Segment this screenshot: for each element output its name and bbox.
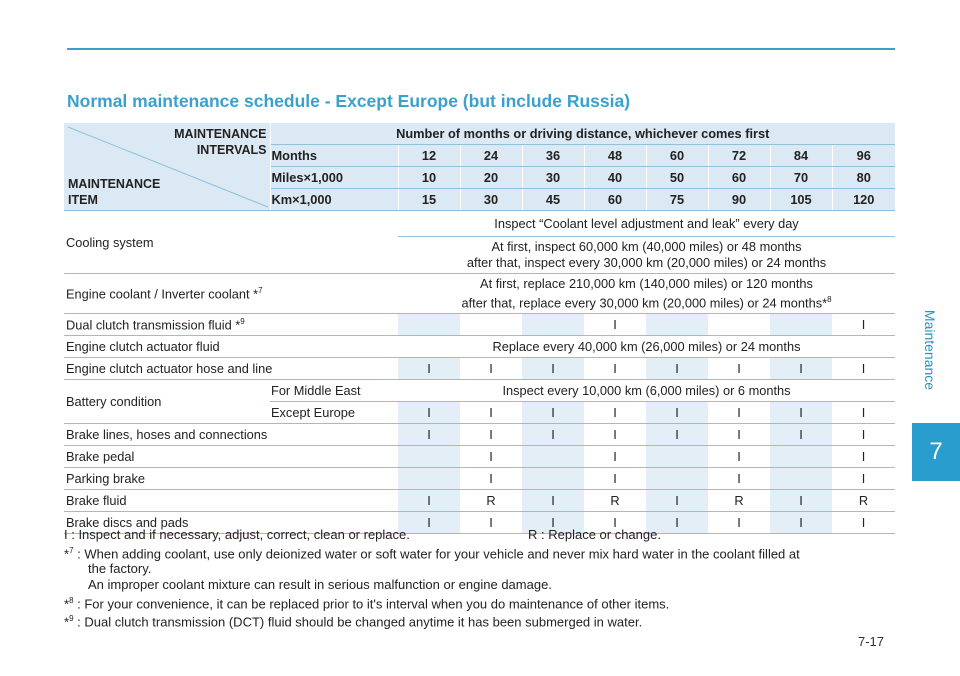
- schedule-cell: I: [398, 490, 460, 512]
- table-row: [64, 380, 895, 402]
- footnote-number: 9: [69, 614, 74, 623]
- schedule-cell: I: [770, 424, 832, 446]
- item-label-1: MAINTENANCE: [68, 177, 161, 191]
- schedule-cell: I: [770, 402, 832, 424]
- schedule-cell: I: [460, 468, 522, 490]
- km-value: 75: [646, 189, 708, 211]
- km-value: 60: [584, 189, 646, 211]
- footnote-ref: 7: [258, 286, 263, 295]
- header-row-span: [64, 123, 895, 145]
- footnote-9-text: : Dual clutch transmission (DCT) fluid should be changed anytime it has been submerged in water.: [73, 614, 643, 630]
- schedule-cell: R: [584, 490, 646, 512]
- item-engine-coolant: [64, 274, 398, 314]
- schedule-cell: R: [832, 490, 895, 512]
- table-row: [64, 336, 895, 358]
- cooling-interval-line-2: after that, inspect every 30,000 km (20,000 miles) or 24 months: [466, 255, 827, 270]
- schedule-cell: I: [708, 512, 770, 534]
- footnote-8-text: : For your convenience, it can be replaced prior to it's interval when you do maintenance of other items.: [73, 596, 670, 612]
- schedule-cell: I: [460, 446, 522, 468]
- item-parking-brake: Parking brake: [64, 468, 398, 490]
- schedule-cell: I: [398, 424, 460, 446]
- schedule-cell: [646, 446, 708, 468]
- months-value: 84: [770, 145, 832, 167]
- table-row: [64, 490, 895, 512]
- schedule-cell: I: [460, 424, 522, 446]
- months-value: 72: [708, 145, 770, 167]
- schedule-cell: I: [584, 468, 646, 490]
- footnote-7: [64, 546, 800, 561]
- schedule-cell: I: [708, 446, 770, 468]
- item-label-2: ITEM: [68, 193, 98, 207]
- battery-sub-except-europe: Except Europe: [270, 402, 398, 424]
- schedule-cell: [646, 314, 708, 336]
- miles-value: 20: [460, 167, 522, 189]
- section-title: Normal maintenance schedule - Except Europe (but include Russia): [67, 91, 631, 111]
- schedule-cell: I: [708, 424, 770, 446]
- engine-coolant-label: Engine coolant / Inverter coolant *: [66, 286, 259, 302]
- months-label: Months: [270, 145, 398, 167]
- battery-sub-middle-east: For Middle East: [270, 380, 398, 402]
- cooling-daily-text: Inspect “Coolant level adjustment and leak” every day: [398, 211, 895, 237]
- footnote-ref: 8: [827, 295, 832, 304]
- footnote-ref: 9: [240, 317, 245, 327]
- months-value: 24: [460, 145, 522, 167]
- schedule-cell: [708, 314, 770, 336]
- miles-value: 50: [646, 167, 708, 189]
- schedule-cell: I: [770, 490, 832, 512]
- header-corner: [64, 123, 270, 211]
- months-value: 60: [646, 145, 708, 167]
- schedule-cell: I: [708, 468, 770, 490]
- footnote-mark: *: [64, 614, 70, 630]
- dct-fluid-label: Dual clutch transmission fluid *: [66, 317, 241, 333]
- side-tab: [906, 282, 958, 432]
- schedule-cell: I: [584, 314, 646, 336]
- schedule-cell: I: [832, 424, 895, 446]
- footnote-mark: *: [64, 596, 70, 612]
- page-number: 7-17: [858, 634, 885, 649]
- schedule-cell: I: [646, 424, 708, 446]
- footnote-7-line-3: An improper coolant mixture can result in serious malfunction or engine damage.: [88, 577, 552, 592]
- intervals-label-1: MAINTENANCE: [174, 127, 267, 141]
- item-brake-pedal: Brake pedal: [64, 446, 398, 468]
- miles-value: 30: [522, 167, 584, 189]
- miles-value: 70: [770, 167, 832, 189]
- table-row: [64, 211, 895, 237]
- item-actuator-hose: Engine clutch actuator hose and line: [64, 358, 398, 380]
- schedule-cell: I: [522, 424, 584, 446]
- schedule-cell: [522, 468, 584, 490]
- schedule-cell: I: [770, 512, 832, 534]
- footnote-7-line-2: the factory.: [88, 561, 152, 576]
- schedule-cell: I: [584, 402, 646, 424]
- footnote-9: [64, 614, 642, 629]
- schedule-cell: [522, 446, 584, 468]
- schedule-cell: I: [646, 358, 708, 380]
- schedule-cell: I: [398, 512, 460, 534]
- cooling-interval-line-1: At first, inspect 60,000 km (40,000 miles) or 48 months: [491, 239, 802, 254]
- schedule-cell: [770, 446, 832, 468]
- side-tab-label: Maintenance: [922, 309, 938, 391]
- engine-coolant-line-2: [398, 292, 895, 311]
- item-dct-fluid: [64, 314, 398, 336]
- schedule-cell: I: [522, 490, 584, 512]
- schedule-cell: I: [460, 358, 522, 380]
- schedule-cell: I: [832, 402, 895, 424]
- schedule-cell: I: [646, 512, 708, 534]
- miles-label: Miles×1,000: [270, 167, 398, 189]
- miles-value: 60: [708, 167, 770, 189]
- schedule-cell: I: [832, 446, 895, 468]
- schedule-cell: R: [460, 490, 522, 512]
- schedule-cell: I: [398, 402, 460, 424]
- table-row: [64, 446, 895, 468]
- months-value: 96: [832, 145, 895, 167]
- schedule-cell: I: [522, 512, 584, 534]
- schedule-cell: R: [708, 490, 770, 512]
- km-value: 30: [460, 189, 522, 211]
- schedule-cell: [460, 314, 522, 336]
- schedule-cell: I: [708, 358, 770, 380]
- schedule-cell: [770, 468, 832, 490]
- engine-coolant-line-2-text: after that, replace every 30,000 km (20,000 miles) or 24 months*: [461, 295, 828, 311]
- table-row: [64, 314, 895, 336]
- schedule-cell: I: [646, 402, 708, 424]
- table-row: [64, 358, 895, 380]
- footnote-7-line-1: : When adding coolant, use only deionized water or soft water for your vehicle and never mix hard water in the coolant filled at: [73, 546, 800, 562]
- schedule-cell: I: [522, 402, 584, 424]
- footnote-number: 8: [69, 596, 74, 605]
- schedule-cell: I: [460, 512, 522, 534]
- table-row: [64, 274, 895, 314]
- item-cooling-system: Cooling system: [64, 211, 398, 274]
- schedule-cell: I: [770, 358, 832, 380]
- months-value: 48: [584, 145, 646, 167]
- table-row: [64, 468, 895, 490]
- maintenance-table: [64, 123, 895, 534]
- legend-r: R : Replace or change.: [528, 527, 661, 542]
- item-brake-fluid: Brake fluid: [64, 490, 398, 512]
- battery-middle-east-text: Inspect every 10,000 km (6,000 miles) or 6 months: [398, 380, 895, 402]
- schedule-cell: I: [832, 314, 895, 336]
- schedule-cell: I: [832, 512, 895, 534]
- table-row: [64, 424, 895, 446]
- item-battery: Battery condition: [64, 380, 270, 424]
- schedule-cell: [522, 314, 584, 336]
- schedule-cell: I: [460, 402, 522, 424]
- footnote-mark: *: [64, 546, 70, 562]
- km-value: 15: [398, 189, 460, 211]
- months-value: 12: [398, 145, 460, 167]
- header-span-title: Number of months or driving distance, whichever comes first: [270, 123, 895, 145]
- schedule-cell: [646, 468, 708, 490]
- months-value: 36: [522, 145, 584, 167]
- km-value: 45: [522, 189, 584, 211]
- schedule-cell: I: [584, 512, 646, 534]
- legend-i: I : Inspect and if necessary, adjust, correct, clean or replace.: [64, 527, 410, 542]
- top-rule: [67, 48, 895, 50]
- schedule-cell: [398, 468, 460, 490]
- item-brake-discs: Brake discs and pads: [64, 512, 398, 534]
- km-value: 120: [832, 189, 895, 211]
- chapter-number: 7: [912, 423, 960, 481]
- intervals-label-2: INTERVALS: [196, 143, 267, 157]
- item-brake-lines: Brake lines, hoses and connections: [64, 424, 398, 446]
- schedule-cell: I: [584, 446, 646, 468]
- engine-coolant-text: [398, 274, 895, 314]
- cooling-interval-text: [398, 237, 895, 274]
- schedule-cell: I: [398, 358, 460, 380]
- schedule-cell: I: [832, 468, 895, 490]
- footnote-8: [64, 596, 669, 611]
- schedule-cell: I: [522, 358, 584, 380]
- item-actuator-fluid: Engine clutch actuator fluid: [64, 336, 398, 358]
- footnote-number: 7: [69, 546, 74, 555]
- engine-coolant-line-1: At first, replace 210,000 km (140,000 miles) or 120 months: [480, 276, 813, 291]
- actuator-fluid-text: Replace every 40,000 km (26,000 miles) or 24 months: [398, 336, 895, 358]
- miles-value: 10: [398, 167, 460, 189]
- schedule-cell: I: [584, 424, 646, 446]
- schedule-cell: [770, 314, 832, 336]
- km-value: 90: [708, 189, 770, 211]
- miles-value: 40: [584, 167, 646, 189]
- km-value: 105: [770, 189, 832, 211]
- schedule-cell: [398, 314, 460, 336]
- schedule-cell: I: [708, 402, 770, 424]
- schedule-cell: I: [646, 490, 708, 512]
- schedule-cell: I: [832, 358, 895, 380]
- schedule-cell: [398, 446, 460, 468]
- miles-value: 80: [832, 167, 895, 189]
- schedule-cell: I: [584, 358, 646, 380]
- km-label: Km×1,000: [270, 189, 398, 211]
